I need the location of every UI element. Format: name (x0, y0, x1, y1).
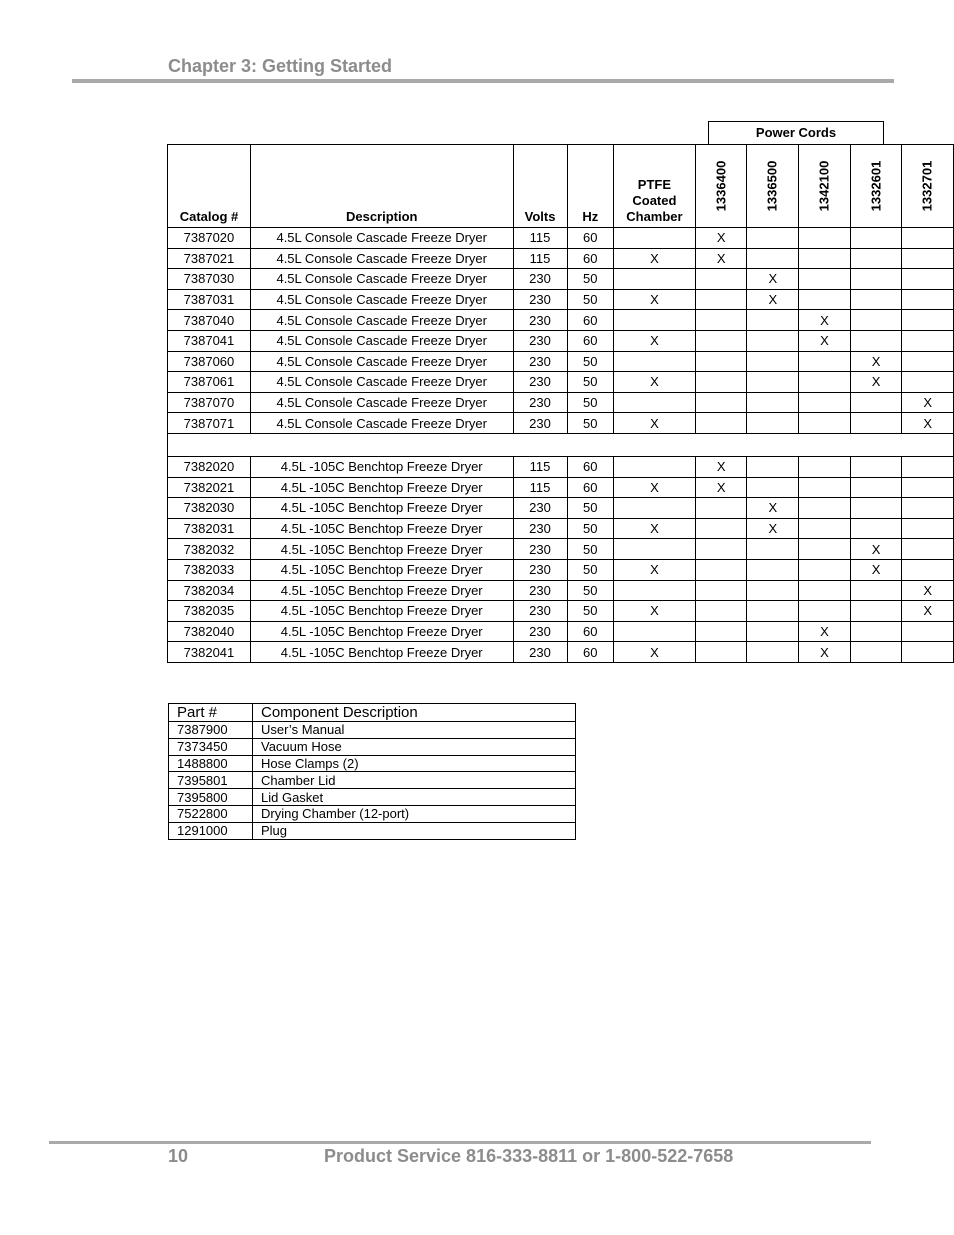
table-cell: 230 (513, 269, 567, 290)
table-cell: 230 (513, 559, 567, 580)
table-cell: 230 (513, 413, 567, 434)
table-cell: 60 (567, 228, 613, 249)
table-cell: 60 (567, 310, 613, 331)
col-header-hz: Hz (567, 145, 613, 228)
table-cell: 50 (567, 289, 613, 310)
list-item (169, 805, 576, 822)
page-number: 10 (168, 1146, 189, 1166)
table-cell: 60 (567, 621, 613, 642)
table-row (168, 580, 954, 601)
table-cell: X (850, 351, 902, 372)
table-cell: 230 (513, 518, 567, 539)
table-row (168, 642, 954, 663)
component-description: Chamber Lid (253, 772, 576, 789)
list-item (169, 738, 576, 755)
col-header-cord-1336400: 1336400 (695, 145, 747, 228)
table-cell (902, 518, 954, 539)
table-cell: 7387021 (168, 248, 251, 269)
table-cell (902, 228, 954, 249)
table-cell: 4.5L -105C Benchtop Freeze Dryer (250, 559, 513, 580)
table-cell (799, 392, 851, 413)
table-cell (850, 413, 902, 434)
table-cell (613, 392, 695, 413)
table-cell (747, 392, 799, 413)
table-cell (799, 539, 851, 560)
table-cell: 50 (567, 518, 613, 539)
table-cell (850, 642, 902, 663)
table-row (168, 269, 954, 290)
table-cell: 50 (567, 498, 613, 519)
component-description: User’s Manual (253, 722, 576, 739)
table-cell: 50 (567, 580, 613, 601)
table-row (168, 456, 954, 477)
table-cell: 4.5L -105C Benchtop Freeze Dryer (250, 580, 513, 601)
col-header-ptfe: PTFE Coated Chamber (613, 145, 695, 228)
table-cell (850, 477, 902, 498)
table-cell (799, 228, 851, 249)
table-cell (695, 351, 747, 372)
table-cell (799, 518, 851, 539)
table-cell (695, 642, 747, 663)
table-cell (850, 580, 902, 601)
table-cell (613, 539, 695, 560)
list-item (169, 822, 576, 839)
table-cell (695, 413, 747, 434)
table-cell (850, 621, 902, 642)
table-cell (695, 621, 747, 642)
parts-table (168, 703, 576, 840)
table-cell (695, 289, 747, 310)
table-cell: 4.5L Console Cascade Freeze Dryer (250, 228, 513, 249)
table-row (168, 601, 954, 622)
table-cell (850, 498, 902, 519)
table-cell (747, 456, 799, 477)
table-cell: X (747, 498, 799, 519)
table-cell (850, 269, 902, 290)
table-cell (695, 601, 747, 622)
table-cell (613, 498, 695, 519)
part-number: 7395801 (169, 772, 253, 789)
table-row (168, 498, 954, 519)
part-number: 1488800 (169, 755, 253, 772)
table-row (168, 413, 954, 434)
table-cell (902, 559, 954, 580)
table-row (168, 228, 954, 249)
table-cell: X (695, 477, 747, 498)
table-cell (695, 580, 747, 601)
table-row (168, 392, 954, 413)
col-header-catalog: Catalog # (168, 145, 251, 228)
table-cell (747, 413, 799, 434)
table-cell (902, 456, 954, 477)
table-cell: 230 (513, 351, 567, 372)
table-cell (747, 621, 799, 642)
table-cell: 230 (513, 392, 567, 413)
table-row (168, 477, 954, 498)
table-cell (613, 310, 695, 331)
table-cell: X (613, 642, 695, 663)
table-cell (747, 539, 799, 560)
part-number: 7522800 (169, 805, 253, 822)
table-cell (902, 351, 954, 372)
table-cell (613, 580, 695, 601)
table-cell: 50 (567, 351, 613, 372)
table-cell (695, 310, 747, 331)
col-header-cord-1342100: 1342100 (799, 145, 851, 228)
list-item (169, 789, 576, 806)
table-cell: 4.5L -105C Benchtop Freeze Dryer (250, 601, 513, 622)
table-cell (850, 310, 902, 331)
part-number: 7373450 (169, 738, 253, 755)
table-cell: 4.5L -105C Benchtop Freeze Dryer (250, 477, 513, 498)
table-cell: 4.5L Console Cascade Freeze Dryer (250, 372, 513, 393)
table-cell (902, 621, 954, 642)
table-cell: 7382020 (168, 456, 251, 477)
table-cell (902, 642, 954, 663)
table-cell: 60 (567, 456, 613, 477)
table-cell (799, 456, 851, 477)
table-cell: X (902, 413, 954, 434)
table-cell (695, 330, 747, 351)
separator-row (168, 433, 954, 456)
table-cell (850, 248, 902, 269)
table-cell (902, 330, 954, 351)
table-cell (902, 498, 954, 519)
table-row (168, 372, 954, 393)
col-header-cord-1332601: 1332601 (850, 145, 902, 228)
table-cell (695, 392, 747, 413)
table-cell: X (613, 372, 695, 393)
table-cell: X (799, 621, 851, 642)
col-header-part: Part # (169, 704, 253, 722)
table-cell: 4.5L Console Cascade Freeze Dryer (250, 310, 513, 331)
table-cell: 7382032 (168, 539, 251, 560)
table-cell: 4.5L -105C Benchtop Freeze Dryer (250, 498, 513, 519)
table-cell: X (613, 477, 695, 498)
part-number: 1291000 (169, 822, 253, 839)
table-cell: 4.5L Console Cascade Freeze Dryer (250, 392, 513, 413)
table-cell: X (613, 518, 695, 539)
table-cell: 7382021 (168, 477, 251, 498)
table-cell: 230 (513, 621, 567, 642)
component-description: Plug (253, 822, 576, 839)
table-cell: 50 (567, 269, 613, 290)
table-cell (902, 269, 954, 290)
table-cell (850, 228, 902, 249)
table-cell (747, 580, 799, 601)
table-cell: 230 (513, 601, 567, 622)
table-cell: X (695, 248, 747, 269)
table-row (168, 289, 954, 310)
table-cell: 60 (567, 248, 613, 269)
table-cell (747, 477, 799, 498)
table-cell: 115 (513, 228, 567, 249)
component-description: Drying Chamber (12-port) (253, 805, 576, 822)
table-row (168, 621, 954, 642)
table-cell: 7382040 (168, 621, 251, 642)
table-row (168, 539, 954, 560)
component-description: Hose Clamps (2) (253, 755, 576, 772)
table-cell (799, 269, 851, 290)
table-row (168, 559, 954, 580)
table-cell (613, 351, 695, 372)
table-cell (850, 518, 902, 539)
table-cell (850, 330, 902, 351)
table-cell: X (902, 580, 954, 601)
table-cell: X (850, 539, 902, 560)
table-cell: 7382034 (168, 580, 251, 601)
table-cell (695, 372, 747, 393)
table-cell: X (613, 413, 695, 434)
table-cell (695, 498, 747, 519)
table-cell (799, 559, 851, 580)
table-cell: 7387030 (168, 269, 251, 290)
separator-cell (168, 433, 954, 456)
table-cell: 4.5L -105C Benchtop Freeze Dryer (250, 539, 513, 560)
table-cell: 7387031 (168, 289, 251, 310)
table-cell: 115 (513, 248, 567, 269)
table-cell (799, 601, 851, 622)
table-cell (902, 310, 954, 331)
table-cell (747, 351, 799, 372)
component-description: Lid Gasket (253, 789, 576, 806)
table-cell (850, 289, 902, 310)
table-cell: 230 (513, 498, 567, 519)
table-cell: 60 (567, 330, 613, 351)
table-cell (902, 477, 954, 498)
table-cell: 50 (567, 539, 613, 560)
footer-rule (49, 1141, 871, 1144)
table-cell: 50 (567, 392, 613, 413)
col-header-cord-1336500: 1336500 (747, 145, 799, 228)
catalog-table (167, 144, 954, 663)
table-cell (902, 372, 954, 393)
table-cell (799, 477, 851, 498)
list-item (169, 722, 576, 739)
table-cell: 230 (513, 539, 567, 560)
product-service-text: Product Service 816-333-8811 or 1-800-522-7658 (324, 1146, 734, 1166)
table-cell (902, 289, 954, 310)
table-cell: X (902, 392, 954, 413)
table-cell (747, 372, 799, 393)
table-cell (799, 413, 851, 434)
table-cell (799, 498, 851, 519)
table-cell: X (747, 289, 799, 310)
table-cell: 4.5L -105C Benchtop Freeze Dryer (250, 518, 513, 539)
list-item (169, 772, 576, 789)
table-cell: 7387070 (168, 392, 251, 413)
table-cell (799, 248, 851, 269)
table-cell: 7387041 (168, 330, 251, 351)
table-cell: 7387061 (168, 372, 251, 393)
table-cell: 4.5L Console Cascade Freeze Dryer (250, 351, 513, 372)
table-cell (747, 601, 799, 622)
table-cell: X (747, 269, 799, 290)
table-cell: X (850, 559, 902, 580)
table-cell (747, 559, 799, 580)
part-number: 7387900 (169, 722, 253, 739)
table-cell: 7382035 (168, 601, 251, 622)
catalog-header-row (168, 145, 954, 228)
table-cell (747, 310, 799, 331)
table-cell: 60 (567, 642, 613, 663)
list-item (169, 755, 576, 772)
table-cell: 7387020 (168, 228, 251, 249)
parts-header-row (169, 704, 576, 722)
table-cell: 4.5L Console Cascade Freeze Dryer (250, 289, 513, 310)
table-cell: 50 (567, 601, 613, 622)
table-cell: 7382030 (168, 498, 251, 519)
component-description: Vacuum Hose (253, 738, 576, 755)
table-cell (695, 269, 747, 290)
table-cell (695, 518, 747, 539)
table-row (168, 330, 954, 351)
table-row (168, 351, 954, 372)
table-cell (613, 228, 695, 249)
table-cell: 230 (513, 310, 567, 331)
table-cell (850, 601, 902, 622)
chapter-title: Chapter 3: Getting Started (168, 56, 393, 76)
table-cell (695, 539, 747, 560)
table-cell: 230 (513, 289, 567, 310)
table-cell (799, 289, 851, 310)
table-cell: X (613, 289, 695, 310)
table-row (168, 310, 954, 331)
table-cell (902, 539, 954, 560)
table-cell (695, 559, 747, 580)
table-cell: 4.5L Console Cascade Freeze Dryer (250, 413, 513, 434)
part-number: 7395800 (169, 789, 253, 806)
table-cell: 4.5L -105C Benchtop Freeze Dryer (250, 456, 513, 477)
table-cell (747, 228, 799, 249)
table-cell: X (613, 248, 695, 269)
table-cell: X (613, 330, 695, 351)
table-cell: 7387040 (168, 310, 251, 331)
table-cell: X (850, 372, 902, 393)
table-cell: 60 (567, 477, 613, 498)
table-cell: 7387060 (168, 351, 251, 372)
table-cell: 7382033 (168, 559, 251, 580)
header-rule (72, 79, 894, 83)
table-cell (747, 248, 799, 269)
table-cell (902, 248, 954, 269)
table-cell: 7382031 (168, 518, 251, 539)
table-cell: 7382041 (168, 642, 251, 663)
table-cell: X (695, 456, 747, 477)
table-cell (613, 621, 695, 642)
table-cell: X (902, 601, 954, 622)
table-cell: X (799, 642, 851, 663)
table-cell: 115 (513, 477, 567, 498)
power-cords-header: Power Cords (708, 121, 884, 145)
col-header-cord-1332701: 1332701 (902, 145, 954, 228)
table-row (168, 248, 954, 269)
table-cell: 4.5L -105C Benchtop Freeze Dryer (250, 621, 513, 642)
table-cell: 230 (513, 330, 567, 351)
table-cell: X (613, 559, 695, 580)
table-cell: 230 (513, 642, 567, 663)
table-cell (799, 372, 851, 393)
table-cell (799, 580, 851, 601)
table-cell: 4.5L Console Cascade Freeze Dryer (250, 248, 513, 269)
table-cell: 4.5L Console Cascade Freeze Dryer (250, 330, 513, 351)
table-cell (747, 330, 799, 351)
table-cell: X (799, 310, 851, 331)
table-cell (850, 392, 902, 413)
table-cell: X (799, 330, 851, 351)
table-cell: X (695, 228, 747, 249)
table-cell: 50 (567, 559, 613, 580)
col-header-description: Description (250, 145, 513, 228)
table-cell (850, 456, 902, 477)
table-cell (799, 351, 851, 372)
table-cell: 50 (567, 372, 613, 393)
table-cell: X (747, 518, 799, 539)
table-cell (747, 642, 799, 663)
table-cell: 50 (567, 413, 613, 434)
table-cell: 4.5L -105C Benchtop Freeze Dryer (250, 642, 513, 663)
table-cell: 230 (513, 372, 567, 393)
table-cell: 115 (513, 456, 567, 477)
col-header-component: Component Description (253, 704, 576, 722)
table-cell (613, 269, 695, 290)
table-cell: 7387071 (168, 413, 251, 434)
table-cell: X (613, 601, 695, 622)
table-cell: 4.5L Console Cascade Freeze Dryer (250, 269, 513, 290)
col-header-volts: Volts (513, 145, 567, 228)
table-row (168, 518, 954, 539)
table-cell: 230 (513, 580, 567, 601)
table-cell (613, 456, 695, 477)
